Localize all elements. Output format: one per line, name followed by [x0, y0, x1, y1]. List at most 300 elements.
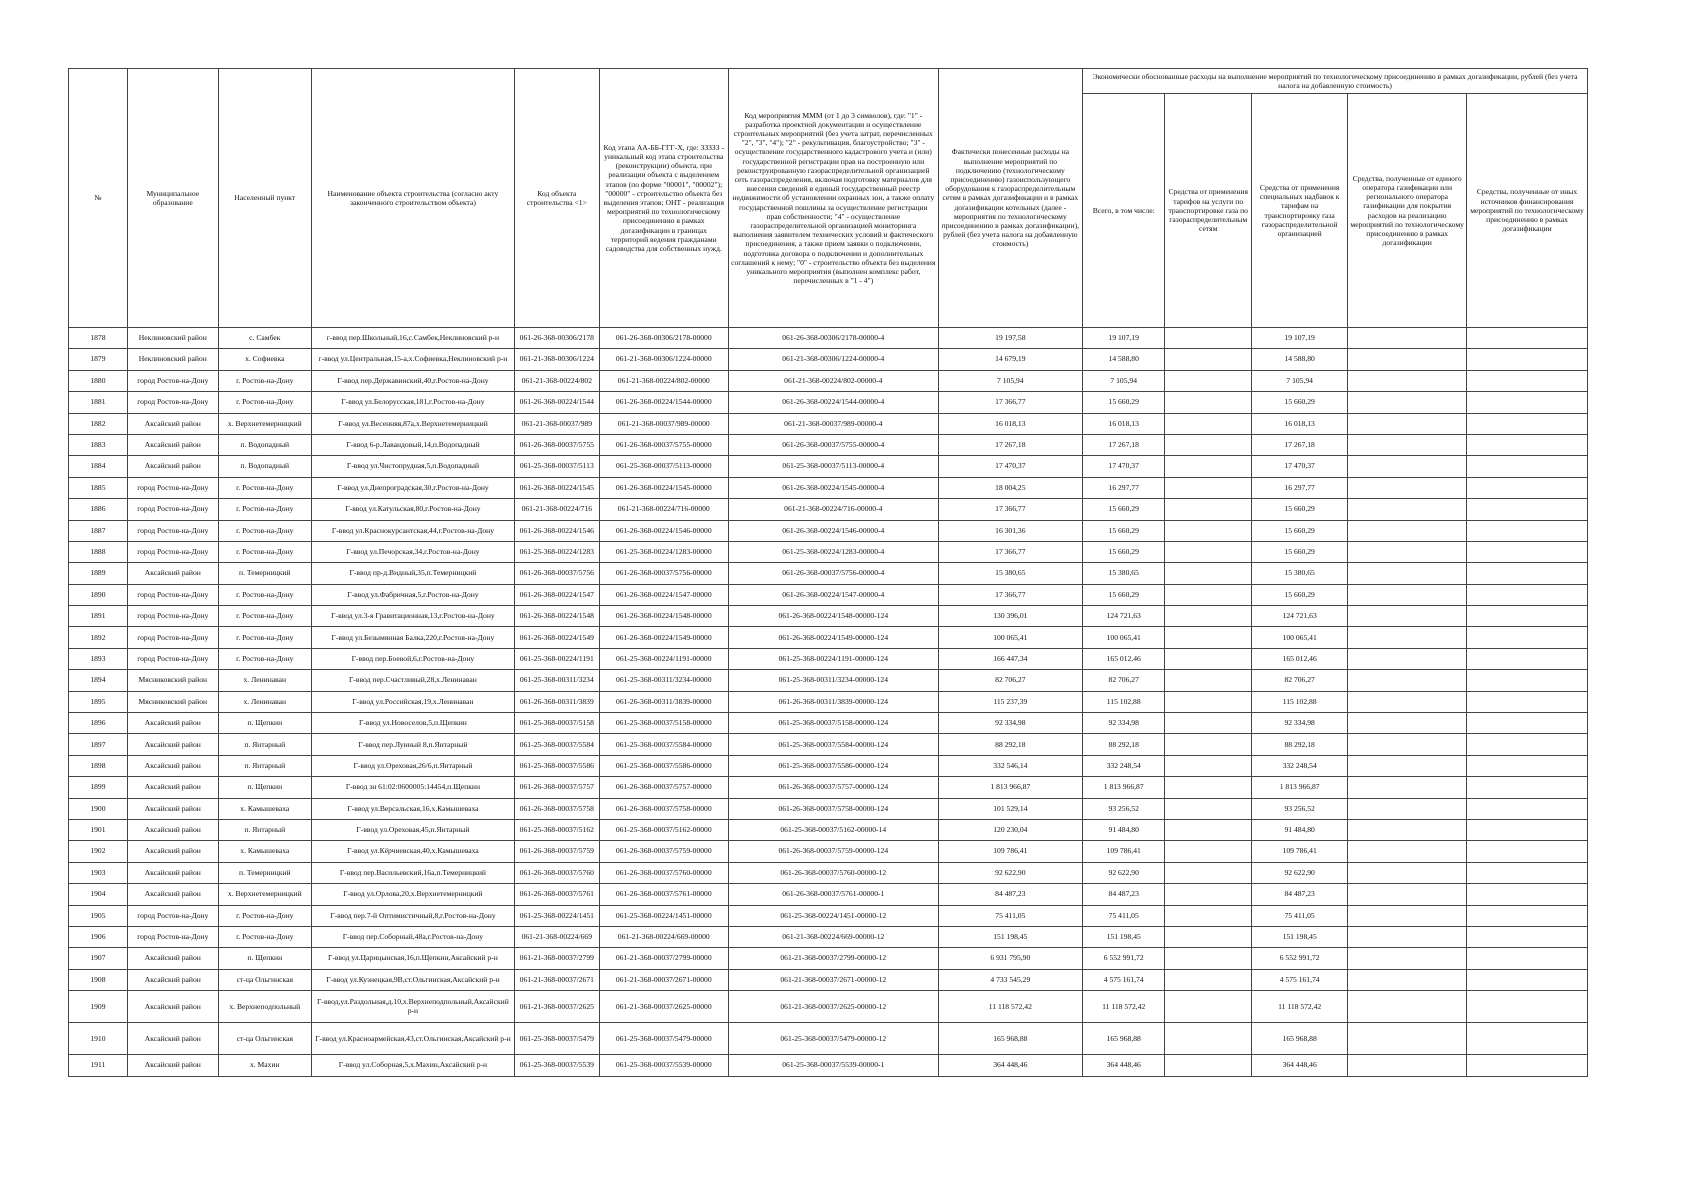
cell-actual-costs: 7 105,94	[938, 370, 1082, 391]
cell-object-name: Г-ввод ул.Красноармейская,43,ст.Ольгинская,Аксайский р-н	[311, 1023, 514, 1055]
cell-special-surcharge: 115 102,88	[1252, 691, 1348, 712]
cell-object-name: Г-ввод пер.Васильевский,16а,п.Темерницкий	[311, 862, 514, 883]
cell-municipality: Аксайский район	[127, 884, 218, 905]
cell-other-sources	[1467, 541, 1588, 562]
cell-tariff-transport	[1165, 648, 1252, 669]
cell-object-name: Г-ввод пер.7-й Оптимистичный,8,г.Ростов-на-Дону	[311, 905, 514, 926]
cell-special-surcharge: 100 065,41	[1252, 627, 1348, 648]
table-row	[69, 926, 1588, 947]
cell-object-code: 061-25-368-00037/5539	[515, 1055, 600, 1076]
cell-tariff-transport	[1165, 905, 1252, 926]
cell-single-operator	[1348, 456, 1467, 477]
cell-other-sources	[1467, 734, 1588, 755]
cell-number: 1893	[69, 648, 128, 669]
cell-stage-code: 061-26-368-00224/1549-00000	[599, 627, 728, 648]
cell-special-surcharge: 75 411,05	[1252, 905, 1348, 926]
cell-municipality: город Ростов-на-Дону	[127, 477, 218, 498]
cell-number: 1889	[69, 563, 128, 584]
cell-other-sources	[1467, 456, 1588, 477]
cell-object-name: Г-ввод ул.3-я Гравитационная,13,г.Ростов-на-Дону	[311, 606, 514, 627]
cell-other-sources	[1467, 434, 1588, 455]
cell-event-code: 061-25-368-00037/5158-00000-124	[728, 713, 938, 734]
cell-object-code: 061-21-368-00224/716	[515, 499, 600, 520]
cell-event-code: 061-25-368-00037/5113-00000-4	[728, 456, 938, 477]
cell-other-sources	[1467, 884, 1588, 905]
cell-municipality: Аксайский район	[127, 1055, 218, 1076]
cell-event-code: 061-26-368-00306/2178-00000-4	[728, 328, 938, 349]
cell-actual-costs: 16 018,13	[938, 413, 1082, 434]
cell-object-name: Г-ввод ул.Кузнецкая,9В,ст.Ольгинская,Аксайский р-н	[311, 969, 514, 990]
cell-stage-code: 061-26-368-00306/2178-00000	[599, 328, 728, 349]
cell-tariff-transport	[1165, 392, 1252, 413]
cell-other-sources	[1467, 755, 1588, 776]
cell-total: 124 721,63	[1083, 606, 1165, 627]
cell-settlement: ст-ца Ольгинская	[218, 1023, 311, 1055]
cell-other-sources	[1467, 392, 1588, 413]
cell-tariff-transport	[1165, 862, 1252, 883]
cell-total: 19 107,19	[1083, 328, 1165, 349]
cell-other-sources	[1467, 370, 1588, 391]
cell-number: 1905	[69, 905, 128, 926]
cell-event-code: 061-26-368-00037/5760-00000-12	[728, 862, 938, 883]
cell-total: 92 622,90	[1083, 862, 1165, 883]
cell-stage-code: 061-21-368-00037/2799-00000	[599, 948, 728, 969]
cell-number: 1890	[69, 584, 128, 605]
cell-stage-code: 061-26-368-00224/1544-00000	[599, 392, 728, 413]
cell-settlement: г. Ростов-на-Дону	[218, 370, 311, 391]
cell-stage-code: 061-26-368-00037/5760-00000	[599, 862, 728, 883]
cell-municipality: город Ростов-на-Дону	[127, 392, 218, 413]
header-single-operator: Средства, полученные от единого оператора газификации или регионального оператора газификации для покрытия расходов на реализацию мероприятий по технологическому присоединению в рамках догазификации	[1348, 94, 1467, 328]
cell-municipality: Аксайский район	[127, 713, 218, 734]
cell-settlement: х. Камышеваха	[218, 798, 311, 819]
cell-number: 1907	[69, 948, 128, 969]
cell-actual-costs: 92 334,98	[938, 713, 1082, 734]
cell-number: 1891	[69, 606, 128, 627]
cell-tariff-transport	[1165, 499, 1252, 520]
cell-stage-code: 061-26-368-00037/5755-00000	[599, 434, 728, 455]
cell-tariff-transport	[1165, 991, 1252, 1023]
cell-municipality: город Ростов-на-Дону	[127, 499, 218, 520]
cell-stage-code: 061-26-368-00224/1548-00000	[599, 606, 728, 627]
cell-stage-code: 061-26-368-00037/5757-00000	[599, 777, 728, 798]
cell-total: 15 380,65	[1083, 563, 1165, 584]
cell-stage-code: 061-25-368-00037/5479-00000	[599, 1023, 728, 1055]
cell-municipality: Аксайский район	[127, 969, 218, 990]
table-row	[69, 627, 1588, 648]
cell-special-surcharge: 15 660,29	[1252, 520, 1348, 541]
cell-settlement: ст-ца Ольгинская	[218, 969, 311, 990]
cell-settlement: х. Ленинаван	[218, 691, 311, 712]
cell-number: 1904	[69, 884, 128, 905]
cell-event-code: 061-26-368-00224/1549-00000-124	[728, 627, 938, 648]
table-row	[69, 862, 1588, 883]
cell-actual-costs: 17 366,77	[938, 392, 1082, 413]
table-row	[69, 328, 1588, 349]
cell-stage-code: 061-25-368-00037/5586-00000	[599, 755, 728, 776]
cell-total: 75 411,05	[1083, 905, 1165, 926]
cell-total: 91 484,80	[1083, 819, 1165, 840]
cell-municipality: город Ростов-на-Дону	[127, 541, 218, 562]
cell-single-operator	[1348, 734, 1467, 755]
cell-tariff-transport	[1165, 713, 1252, 734]
cell-stage-code: 061-25-368-00224/1283-00000	[599, 541, 728, 562]
cell-settlement: п. Водопадный	[218, 434, 311, 455]
cell-tariff-transport	[1165, 1055, 1252, 1076]
cell-actual-costs: 15 380,65	[938, 563, 1082, 584]
cell-single-operator	[1348, 691, 1467, 712]
cell-other-sources	[1467, 991, 1588, 1023]
table-row	[69, 456, 1588, 477]
cell-municipality: Аксайский район	[127, 862, 218, 883]
cell-event-code: 061-26-368-00224/1544-00000-4	[728, 392, 938, 413]
cell-municipality: Аксайский район	[127, 798, 218, 819]
cell-actual-costs: 165 968,88	[938, 1023, 1082, 1055]
cell-event-code: 061-21-368-00224/716-00000-4	[728, 499, 938, 520]
cell-settlement: п. Водопадный	[218, 456, 311, 477]
cell-stage-code: 061-25-368-00224/1451-00000	[599, 905, 728, 926]
cell-tariff-transport	[1165, 563, 1252, 584]
table-row	[69, 541, 1588, 562]
cell-other-sources	[1467, 969, 1588, 990]
cell-stage-code: 061-21-368-00224/802-00000	[599, 370, 728, 391]
cell-special-surcharge: 88 292,18	[1252, 734, 1348, 755]
cell-single-operator	[1348, 819, 1467, 840]
cell-other-sources	[1467, 819, 1588, 840]
cell-total: 17 470,37	[1083, 456, 1165, 477]
cell-single-operator	[1348, 434, 1467, 455]
cell-object-code: 061-21-368-00037/2625	[515, 991, 600, 1023]
cell-total: 15 660,29	[1083, 541, 1165, 562]
cell-object-code: 061-26-368-00311/3839	[515, 691, 600, 712]
cell-tariff-transport	[1165, 670, 1252, 691]
cell-single-operator	[1348, 841, 1467, 862]
cell-event-code: 061-21-368-00224/802-00000-4	[728, 370, 938, 391]
cell-tariff-transport	[1165, 948, 1252, 969]
cell-settlement: п. Темерницкий	[218, 862, 311, 883]
cell-total: 14 588,80	[1083, 349, 1165, 370]
cell-total: 11 118 572,42	[1083, 991, 1165, 1023]
table-row	[69, 520, 1588, 541]
cell-object-code: 061-21-368-00037/2799	[515, 948, 600, 969]
cell-event-code: 061-21-368-00037/2671-00000-12	[728, 969, 938, 990]
cell-object-name: Г-ввод зн 61:02:0600005:14454,п.Щепкин	[311, 777, 514, 798]
cell-object-code: 061-21-368-00224/802	[515, 370, 600, 391]
cell-object-name: Г-ввод пр-д.Видный,35,п.Темерницкий	[311, 563, 514, 584]
cell-object-code: 061-25-368-00037/5586	[515, 755, 600, 776]
cell-object-code: 061-26-368-00224/1548	[515, 606, 600, 627]
header-total: Всего, в том числе:	[1083, 94, 1165, 328]
cell-actual-costs: 332 546,14	[938, 755, 1082, 776]
cell-actual-costs: 82 706,27	[938, 670, 1082, 691]
cell-special-surcharge: 151 198,45	[1252, 926, 1348, 947]
table-row	[69, 905, 1588, 926]
cell-stage-code: 061-26-368-00224/1547-00000	[599, 584, 728, 605]
cell-stage-code: 061-25-368-00037/5584-00000	[599, 734, 728, 755]
cell-object-name: Г-ввод ул.Российская,19,х.Ленинаван	[311, 691, 514, 712]
cell-event-code: 061-25-368-00037/5584-00000-124	[728, 734, 938, 755]
cell-number: 1896	[69, 713, 128, 734]
cell-event-code: 061-26-368-00037/5759-00000-124	[728, 841, 938, 862]
cell-special-surcharge: 84 487,23	[1252, 884, 1348, 905]
table-row	[69, 584, 1588, 605]
cell-settlement: г. Ростов-на-Дону	[218, 905, 311, 926]
cell-event-code: 061-26-368-00037/5755-00000-4	[728, 434, 938, 455]
cell-municipality: Мясниковский район	[127, 670, 218, 691]
cell-special-surcharge: 1 813 966,87	[1252, 777, 1348, 798]
cell-actual-costs: 11 118 572,42	[938, 991, 1082, 1023]
cell-object-name: Г-ввод ул.Кёрчиевская,40,х.Камышеваха	[311, 841, 514, 862]
cell-settlement: х. Софиевка	[218, 349, 311, 370]
cell-object-name: г-ввод пер.Школьный,16,с.Самбек,Неклиновский р-н	[311, 328, 514, 349]
cell-municipality: Аксайский район	[127, 456, 218, 477]
cell-single-operator	[1348, 905, 1467, 926]
cell-settlement: п. Темерницкий	[218, 563, 311, 584]
cell-object-code: 061-25-368-00037/5479	[515, 1023, 600, 1055]
cell-total: 364 448,46	[1083, 1055, 1165, 1076]
cell-number: 1909	[69, 991, 128, 1023]
table-row	[69, 969, 1588, 990]
cell-actual-costs: 84 487,23	[938, 884, 1082, 905]
cell-single-operator	[1348, 1055, 1467, 1076]
cell-object-name: Г-ввод пер.Лунный 8,п.Янтарный	[311, 734, 514, 755]
cell-municipality: Аксайский район	[127, 434, 218, 455]
cell-number: 1910	[69, 1023, 128, 1055]
table-row	[69, 563, 1588, 584]
header-object-name: Наименование объекта строительства (согласно акту законченного строительством объекта)	[311, 69, 514, 328]
cell-single-operator	[1348, 520, 1467, 541]
cell-settlement: п. Щепкин	[218, 948, 311, 969]
table-row	[69, 392, 1588, 413]
cell-number: 1894	[69, 670, 128, 691]
cell-other-sources	[1467, 627, 1588, 648]
table-row	[69, 349, 1588, 370]
cell-total: 4 575 161,74	[1083, 969, 1165, 990]
cell-object-code: 061-26-368-00037/5761	[515, 884, 600, 905]
cell-special-surcharge: 15 660,29	[1252, 499, 1348, 520]
cell-object-code: 061-25-368-00037/5158	[515, 713, 600, 734]
cell-special-surcharge: 6 552 991,72	[1252, 948, 1348, 969]
cell-tariff-transport	[1165, 691, 1252, 712]
cell-number: 1895	[69, 691, 128, 712]
cell-event-code: 061-21-368-00037/2625-00000-12	[728, 991, 938, 1023]
cell-total: 88 292,18	[1083, 734, 1165, 755]
cell-actual-costs: 16 301,36	[938, 520, 1082, 541]
cell-settlement: г. Ростов-на-Дону	[218, 648, 311, 669]
cell-tariff-transport	[1165, 413, 1252, 434]
cell-special-surcharge: 11 118 572,42	[1252, 991, 1348, 1023]
cell-single-operator	[1348, 563, 1467, 584]
cell-tariff-transport	[1165, 841, 1252, 862]
cell-number: 1897	[69, 734, 128, 755]
cell-tariff-transport	[1165, 434, 1252, 455]
cell-settlement: г. Ростов-на-Дону	[218, 584, 311, 605]
cell-object-code: 061-25-368-00224/1451	[515, 905, 600, 926]
header-other-sources: Средства, полученные от иных источников финансирования мероприятий по технологическому присоединению в рамках догазификации	[1467, 94, 1588, 328]
cell-special-surcharge: 165 968,88	[1252, 1023, 1348, 1055]
cell-tariff-transport	[1165, 926, 1252, 947]
cell-number: 1902	[69, 841, 128, 862]
cell-number: 1888	[69, 541, 128, 562]
cell-object-name: Г-ввод ул.Ореховая,26/6,п.Янтарный	[311, 755, 514, 776]
cell-stage-code: 061-26-368-00224/1546-00000	[599, 520, 728, 541]
cell-actual-costs: 88 292,18	[938, 734, 1082, 755]
cell-object-name: Г-ввод ул.Версальская,16,х.Камышеваха	[311, 798, 514, 819]
cell-special-surcharge: 19 107,19	[1252, 328, 1348, 349]
cell-other-sources	[1467, 841, 1588, 862]
cell-other-sources	[1467, 349, 1588, 370]
cell-tariff-transport	[1165, 456, 1252, 477]
cell-object-code: 061-26-368-00224/1549	[515, 627, 600, 648]
cell-total: 332 248,54	[1083, 755, 1165, 776]
header-stage-code: Код этапа АА-ББ-ГГГ-Х, где: ЗЗЗЗЗ - уникальный код этапа строительства (реконструкции) объекта, при реализации объекта с выделением этапов (по форме "00001", "00002"); "00000" - строительство объекта без выделения этапов; ОНТ - реализация мероприятий по технологическому присоединению в рамках догазификации в границах территорий ведения гражданами садоводства для собственных нужд.	[599, 69, 728, 328]
cell-special-surcharge: 15 660,29	[1252, 392, 1348, 413]
cell-object-code: 061-25-368-00311/3234	[515, 670, 600, 691]
cell-single-operator	[1348, 926, 1467, 947]
cell-number: 1892	[69, 627, 128, 648]
table-row	[69, 691, 1588, 712]
cell-other-sources	[1467, 713, 1588, 734]
cell-event-code: 061-25-368-00037/5479-00000-12	[728, 1023, 938, 1055]
cell-tariff-transport	[1165, 584, 1252, 605]
cell-actual-costs: 92 622,90	[938, 862, 1082, 883]
cell-special-surcharge: 15 660,29	[1252, 541, 1348, 562]
cell-object-code: 061-25-368-00224/1191	[515, 648, 600, 669]
cell-stage-code: 061-26-368-00037/5756-00000	[599, 563, 728, 584]
cell-settlement: п. Щепкин	[218, 713, 311, 734]
cell-object-name: Г-ввод ул.Катульская,80,г.Ростов-на-Дону	[311, 499, 514, 520]
cell-event-code: 061-25-368-00311/3234-00000-124	[728, 670, 938, 691]
cell-tariff-transport	[1165, 477, 1252, 498]
cell-actual-costs: 17 366,77	[938, 541, 1082, 562]
cell-total: 84 487,23	[1083, 884, 1165, 905]
table-row	[69, 1055, 1588, 1076]
cell-settlement: г. Ростов-на-Дону	[218, 627, 311, 648]
cell-object-code: 061-25-368-00224/1283	[515, 541, 600, 562]
cell-municipality: город Ростов-на-Дону	[127, 627, 218, 648]
cell-actual-costs: 100 065,41	[938, 627, 1082, 648]
cell-tariff-transport	[1165, 819, 1252, 840]
cell-number: 1878	[69, 328, 128, 349]
cell-object-name: Г-ввод пер.Соборный,48а,г.Ростов-на-Дону	[311, 926, 514, 947]
cell-other-sources	[1467, 948, 1588, 969]
cell-municipality: город Ростов-на-Дону	[127, 905, 218, 926]
cell-other-sources	[1467, 648, 1588, 669]
cell-actual-costs: 17 366,77	[938, 499, 1082, 520]
cell-event-code: 061-25-368-00224/1283-00000-4	[728, 541, 938, 562]
cell-number: 1911	[69, 1055, 128, 1076]
table-row	[69, 991, 1588, 1023]
cell-stage-code: 061-21-368-00037/2625-00000	[599, 991, 728, 1023]
cell-settlement: г. Ростов-на-Дону	[218, 392, 311, 413]
cell-special-surcharge: 15 660,29	[1252, 584, 1348, 605]
cell-stage-code: 061-26-368-00224/1545-00000	[599, 477, 728, 498]
cell-actual-costs: 17 470,37	[938, 456, 1082, 477]
cell-municipality: Аксайский район	[127, 413, 218, 434]
cell-actual-costs: 75 411,05	[938, 905, 1082, 926]
cell-other-sources	[1467, 691, 1588, 712]
cell-total: 16 297,77	[1083, 477, 1165, 498]
cell-single-operator	[1348, 392, 1467, 413]
header-econ-group: Экономически обоснованные расходы на выполнение мероприятий по технологическому присоединению в рамках догазификации, рублей (без учета налога на добавленную стоимость)	[1083, 69, 1588, 94]
cell-settlement: г. Ростов-на-Дону	[218, 926, 311, 947]
cell-settlement: х. Махин	[218, 1055, 311, 1076]
cell-other-sources	[1467, 862, 1588, 883]
cell-object-code: 061-21-368-00306/1224	[515, 349, 600, 370]
cell-municipality: Аксайский район	[127, 819, 218, 840]
cell-actual-costs: 151 198,45	[938, 926, 1082, 947]
cell-object-code: 061-25-368-00037/5162	[515, 819, 600, 840]
cell-total: 92 334,98	[1083, 713, 1165, 734]
cell-tariff-transport	[1165, 520, 1252, 541]
cell-event-code: 061-25-368-00224/1451-00000-12	[728, 905, 938, 926]
cell-actual-costs: 14 679,19	[938, 349, 1082, 370]
cell-total: 100 065,41	[1083, 627, 1165, 648]
cell-settlement: х. Камышеваха	[218, 841, 311, 862]
cell-municipality: Мясниковский район	[127, 691, 218, 712]
cell-object-name: Г-ввод,ул.Раздольная,д.10,х.Верхнеподпольный,Аксайский р-н	[311, 991, 514, 1023]
header-object-code: Код объекта строительства <1>	[515, 69, 600, 328]
cell-object-code: 061-26-368-00037/5757	[515, 777, 600, 798]
cell-tariff-transport	[1165, 884, 1252, 905]
cell-object-name: Г-ввод ул.Краснокурсантская,44,г.Ростов-на-Дону	[311, 520, 514, 541]
cell-object-code: 061-26-368-00224/1546	[515, 520, 600, 541]
cell-number: 1903	[69, 862, 128, 883]
table-header	[69, 69, 1588, 328]
cell-special-surcharge: 165 012,46	[1252, 648, 1348, 669]
cell-total: 1 813 966,87	[1083, 777, 1165, 798]
cell-single-operator	[1348, 755, 1467, 776]
cell-other-sources	[1467, 1023, 1588, 1055]
cell-other-sources	[1467, 670, 1588, 691]
table-row	[69, 477, 1588, 498]
cell-object-code: 061-25-368-00037/5113	[515, 456, 600, 477]
cell-object-code: 061-26-368-00224/1547	[515, 584, 600, 605]
cell-stage-code: 061-26-368-00311/3839-00000	[599, 691, 728, 712]
cell-actual-costs: 17 366,77	[938, 584, 1082, 605]
cell-single-operator	[1348, 798, 1467, 819]
cell-special-surcharge: 17 267,18	[1252, 434, 1348, 455]
cell-special-surcharge: 364 448,46	[1252, 1055, 1348, 1076]
cell-event-code: 061-26-368-00037/5758-00000-124	[728, 798, 938, 819]
cell-actual-costs: 1 813 966,87	[938, 777, 1082, 798]
cell-event-code: 061-26-368-00037/5761-00000-1	[728, 884, 938, 905]
cell-actual-costs: 115 237,39	[938, 691, 1082, 712]
table-row	[69, 670, 1588, 691]
cell-object-code: 061-26-368-00306/2178	[515, 328, 600, 349]
table-row	[69, 798, 1588, 819]
cell-event-code: 061-25-368-00037/5539-00000-1	[728, 1055, 938, 1076]
cell-object-code: 061-26-368-00037/5759	[515, 841, 600, 862]
cell-other-sources	[1467, 520, 1588, 541]
cell-municipality: Аксайский район	[127, 991, 218, 1023]
cell-object-name: Г-ввод ул.Новоселов,5,п.Щепкин	[311, 713, 514, 734]
cell-actual-costs: 4 733 545,29	[938, 969, 1082, 990]
document-sheet	[68, 68, 1588, 1077]
cell-tariff-transport	[1165, 370, 1252, 391]
cell-single-operator	[1348, 969, 1467, 990]
cell-single-operator	[1348, 1023, 1467, 1055]
cell-object-name: Г-ввод ул.Весенняя,87а,х.Верхнетемерницкий	[311, 413, 514, 434]
cell-tariff-transport	[1165, 969, 1252, 990]
cell-event-code: 061-25-368-00037/5586-00000-124	[728, 755, 938, 776]
cell-stage-code: 061-25-368-00037/5539-00000	[599, 1055, 728, 1076]
cell-object-code: 061-26-368-00037/5760	[515, 862, 600, 883]
cell-object-name: Г-ввод ул.Орлова,20,х.Верхнетемерницкий	[311, 884, 514, 905]
cell-settlement: п. Щепкин	[218, 777, 311, 798]
cell-event-code: 061-26-368-00224/1547-00000-4	[728, 584, 938, 605]
cell-special-surcharge: 15 380,65	[1252, 563, 1348, 584]
